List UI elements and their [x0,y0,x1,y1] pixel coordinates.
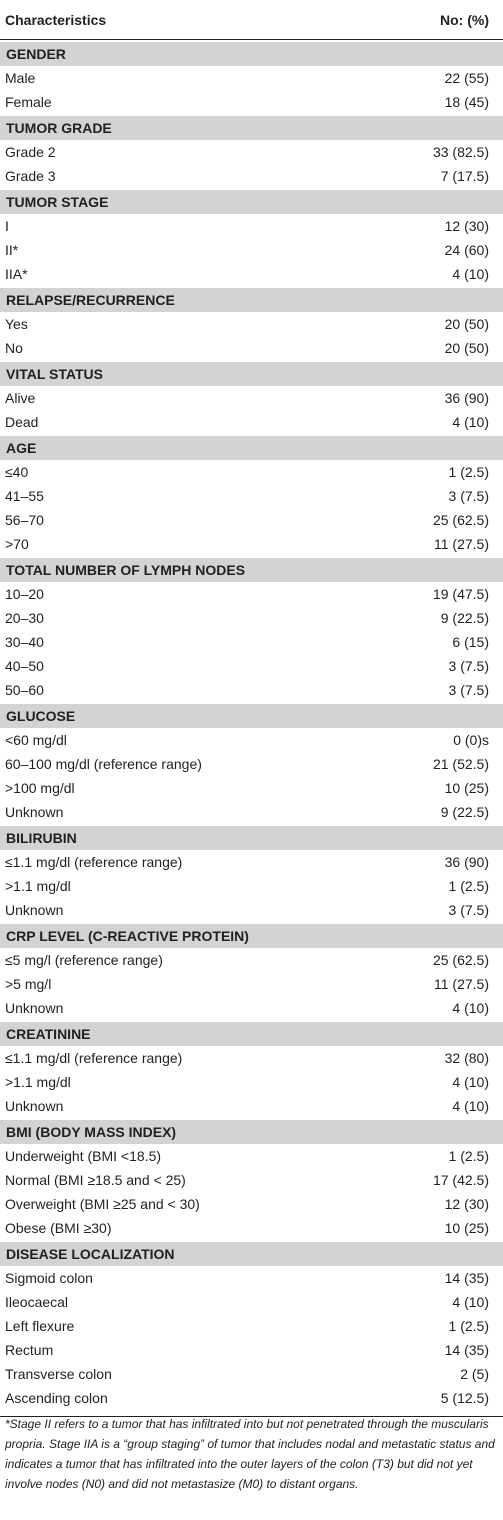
row-value: 6 (15) [452,634,489,650]
table-section [0,1020,503,1118]
table-row [0,996,503,1020]
row-label: Female [5,94,52,110]
section-header: VITAL STATUS [0,362,503,386]
table-row [0,898,503,922]
row-value: 1 (2.5) [448,878,489,894]
row-label: Grade 3 [5,168,56,184]
table-row [0,336,503,360]
table-row [0,678,503,702]
row-label: Left flexure [5,1318,75,1334]
row-value: 3 (7.5) [448,682,489,698]
table-row [0,654,503,678]
section-header: TUMOR GRADE [0,116,503,140]
row-label: Unknown [5,902,64,918]
table-row [0,66,503,90]
row-value: 4 (10) [452,1098,489,1114]
row-value: 14 (35) [444,1342,489,1358]
row-value: 4 (10) [452,1074,489,1090]
row-label: Obese (BMI ≥30) [5,1220,112,1236]
row-value: 4 (10) [452,414,489,430]
table-row [0,508,503,532]
table-row [0,752,503,776]
table-row [0,850,503,874]
row-label: 56–70 [5,512,44,528]
table-row [0,800,503,824]
row-label: 50–60 [5,682,44,698]
section-header: RELAPSE/RECURRENCE [0,288,503,312]
row-value: 36 (90) [444,390,489,406]
row-value: 1 (2.5) [448,1148,489,1164]
row-label: Transverse colon [5,1366,112,1382]
row-label: Male [5,70,36,86]
row-label: 41–55 [5,488,44,504]
row-label: Underweight (BMI <18.5) [5,1148,162,1164]
row-value: 36 (90) [444,854,489,870]
table-row [0,410,503,434]
table-body [0,40,503,1410]
table-row [0,532,503,556]
table-section [0,1118,503,1240]
table-section [0,286,503,360]
table-row [0,1386,503,1410]
row-label: 30–40 [5,634,44,650]
table-row [0,874,503,898]
header-count-percent: No: (%) [440,11,489,28]
row-value: 11 (27.5) [434,536,489,552]
row-label: II* [5,242,19,258]
table-row [0,1314,503,1338]
table-row [0,728,503,752]
row-value: 1 (2.5) [448,464,489,480]
row-label: 20–30 [5,610,44,626]
table-header-row [0,0,503,40]
table-row [0,1046,503,1070]
row-value: 33 (82.5) [432,144,489,160]
section-header: GENDER [0,42,503,66]
table-row [0,606,503,630]
row-value: 11 (27.5) [434,976,489,992]
row-label: <60 mg/dl [5,732,67,748]
row-value: 12 (30) [444,1196,489,1212]
row-label: Overweight (BMI ≥25 and < 30) [5,1196,200,1212]
section-header: GLUCOSE [0,704,503,728]
row-value: 10 (25) [444,1220,489,1236]
row-label: Sigmoid colon [5,1270,93,1286]
row-value: 14 (35) [444,1270,489,1286]
table-row [0,262,503,286]
table-row [0,1266,503,1290]
row-value: 9 (22.5) [440,804,489,820]
row-value: 24 (60) [444,242,489,258]
section-header: BMI (BODY MASS INDEX) [0,1120,503,1144]
row-value: 3 (7.5) [448,488,489,504]
row-label: Dead [5,414,39,430]
table-row [0,582,503,606]
row-label: >100 mg/dl [5,780,75,796]
table-row [0,1144,503,1168]
row-label: 40–50 [5,658,44,674]
table-section [0,556,503,702]
row-label: Unknown [5,804,64,820]
row-label: IIA* [5,266,28,282]
table-row [0,214,503,238]
row-value: 3 (7.5) [448,902,489,918]
section-header: TOTAL NUMBER OF LYMPH NODES [0,558,503,582]
row-label: ≤1.1 mg/dl (reference range) [5,1050,183,1066]
table-row [0,1094,503,1118]
table-section [0,702,503,824]
table-row [0,1070,503,1094]
row-value: 0 (0)s [453,732,489,748]
section-header: CRP LEVEL (C-REACTIVE PROTEIN) [0,924,503,948]
row-label: >5 mg/l [5,976,52,992]
section-header: AGE [0,436,503,460]
table-footnote: *Stage II refers to a tumor that has infiltrated into but not penetrated through the muscularis propria. Stage IIA is a “group staging” of tumor that includes nodal and metastatic status and indicates a tumor that has infiltrated into the outer layers of the colon (T3) but did not yet involve nodes (N0) and did not metastasize (M0) to distant organs. [5,1417,495,1491]
row-value: 2 (5) [460,1366,489,1382]
table-section [0,188,503,286]
table-row [0,1216,503,1240]
row-value: 20 (50) [444,340,489,356]
row-label: 60–100 mg/dl (reference range) [5,756,202,772]
row-value: 1 (2.5) [448,1318,489,1334]
table-section [0,922,503,1020]
table-row [0,776,503,800]
row-value: 5 (12.5) [440,1390,489,1406]
row-label: >1.1 mg/dl [5,1074,71,1090]
table-row [0,630,503,654]
row-label: >70 [5,536,29,552]
row-value: 25 (62.5) [432,952,489,968]
row-label: I [5,218,9,234]
table-row [0,238,503,262]
row-label: Rectum [5,1342,54,1358]
row-label: ≤1.1 mg/dl (reference range) [5,854,183,870]
table-row [0,460,503,484]
row-value: 4 (10) [452,1294,489,1310]
header-characteristics: Characteristics [5,11,107,28]
table-row [0,140,503,164]
row-value: 18 (45) [444,94,489,110]
row-label: Ascending colon [5,1390,108,1406]
row-value: 7 (17.5) [440,168,489,184]
row-value: 9 (22.5) [440,610,489,626]
row-label: Grade 2 [5,144,56,160]
section-header: TUMOR STAGE [0,190,503,214]
row-value: 3 (7.5) [448,658,489,674]
row-value: 10 (25) [444,780,489,796]
row-value: 21 (52.5) [432,756,489,772]
row-value: 22 (55) [444,70,489,86]
section-header: BILIRUBIN [0,826,503,850]
table-section [0,434,503,556]
table-row [0,1168,503,1192]
row-value: 32 (80) [444,1050,489,1066]
row-label: Yes [5,316,28,332]
table-row [0,1362,503,1386]
table-row [0,1290,503,1314]
row-label: Ileocaecal [5,1294,69,1310]
table-row [0,386,503,410]
table-row [0,90,503,114]
table-row [0,164,503,188]
table-section [0,824,503,922]
row-value: 20 (50) [444,316,489,332]
row-value: 25 (62.5) [432,512,489,528]
row-label: ≤5 mg/l (reference range) [5,952,163,968]
table-section [0,360,503,434]
table-row [0,948,503,972]
row-value: 19 (47.5) [432,586,489,602]
row-value: 17 (42.5) [432,1172,489,1188]
row-label: Unknown [5,1098,64,1114]
row-label: Alive [5,390,36,406]
row-label: No [5,340,23,356]
section-header: DISEASE LOCALIZATION [0,1242,503,1266]
row-value: 4 (10) [452,266,489,282]
row-value: 12 (30) [444,218,489,234]
table-row [0,1192,503,1216]
row-label: >1.1 mg/dl [5,878,71,894]
table-row [0,972,503,996]
table-section [0,40,503,114]
table-section [0,114,503,188]
table-row [0,484,503,508]
table-section [0,1240,503,1410]
row-label: 10–20 [5,586,44,602]
table-row [0,312,503,336]
section-header: CREATININE [0,1022,503,1046]
row-value: 4 (10) [452,1000,489,1016]
row-label: Normal (BMI ≥18.5 and < 25) [5,1172,186,1188]
table-row [0,1338,503,1362]
row-label: Unknown [5,1000,64,1016]
row-label: ≤40 [5,464,29,480]
